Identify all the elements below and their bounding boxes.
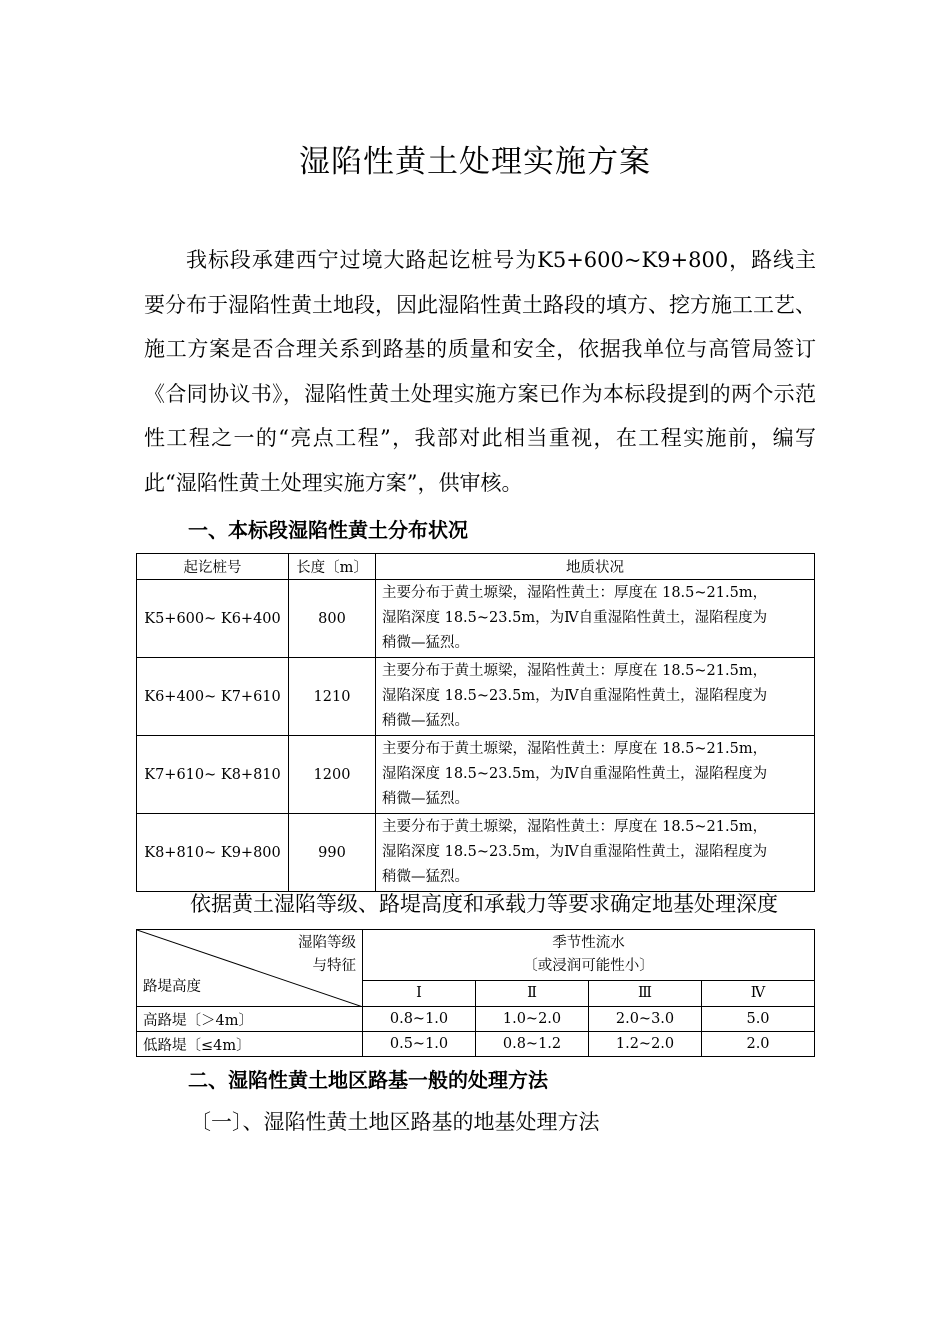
table-row [137, 580, 815, 658]
table-row [137, 658, 815, 736]
table-row [137, 1007, 815, 1032]
level-1: Ⅰ [363, 980, 476, 1006]
cell-value: 0.8~1.0 [363, 1007, 476, 1032]
corner-header-cell [137, 930, 363, 1007]
row-length: 1200 [289, 736, 376, 814]
distribution-table [136, 553, 815, 892]
row-label: 低路堤〔≤4m〕 [137, 1032, 363, 1057]
corner-top-1: 湿陷等级 [298, 935, 356, 951]
row-geology: 主要分布于黄土塬梁，湿陷性黄土：厚度在 18.5~21.5m， 湿陷深度 18.5~23.5m，为Ⅳ自重湿陷性黄土，湿陷程度为 稍微—猛烈。 [376, 658, 815, 736]
row-range: K6+400~ K7+610 [137, 658, 289, 736]
section-heading-2: 二、湿陷性黄土地区路基一般的处理方法 [188, 1068, 548, 1092]
level-2: Ⅱ [476, 980, 589, 1006]
row-geology: 主要分布于黄土塬梁，湿陷性黄土：厚度在 18.5~21.5m， 湿陷深度 18.5~23.5m，为Ⅳ自重湿陷性黄土，湿陷程度为 稍微—猛烈。 [376, 814, 815, 892]
corner-bottom: 路堤高度 [143, 979, 201, 995]
cell-value: 0.5~1.0 [363, 1032, 476, 1057]
cell-value: 0.8~1.2 [476, 1032, 589, 1057]
table-header-row [137, 554, 815, 580]
table-row [137, 1032, 815, 1057]
cell-value: 1.0~2.0 [476, 1007, 589, 1032]
row-geology: 主要分布于黄土塬梁，湿陷性黄土：厚度在 18.5~21.5m， 湿陷深度 18.5~23.5m，为Ⅳ自重湿陷性黄土，湿陷程度为 稍微—猛烈。 [376, 736, 815, 814]
cell-value: 5.0 [702, 1007, 815, 1032]
header-range: 起讫桩号 [137, 554, 289, 580]
level-3: Ⅲ [589, 980, 702, 1006]
depth-table [136, 929, 815, 1057]
row-range: K7+610~ K8+810 [137, 736, 289, 814]
section-heading-1: 一、本标段湿陷性黄土分布状况 [188, 518, 468, 542]
subsection-heading-1: 〔一〕、湿陷性黄土地区路基的地基处理方法 [190, 1110, 600, 1134]
row-geology: 主要分布于黄土塬梁，湿陷性黄土：厚度在 18.5~21.5m， 湿陷深度 18.5~23.5m，为Ⅳ自重湿陷性黄土，湿陷程度为 稍微—猛烈。 [376, 580, 815, 658]
row-length: 1210 [289, 658, 376, 736]
row-range: K8+810~ K9+800 [137, 814, 289, 892]
row-label: 高路堤〔＞4m〕 [137, 1007, 363, 1032]
intro-paragraph: 我标段承建西宁过境大路起讫桩号为K5+600~K9+800，路线主要分布于湿陷性黄土地段，因此湿陷性黄土路段的填方、挖方施工工艺、施工方案是否合理关系到路基的质量和安全，依据我单位与高管局签订《合同协议书》，湿陷性黄土处理实施方案已作为本标段提到的两个示范性工程之一的“亮点工程”，我部对此相当重视，在工程实施前，编写此“湿陷性黄土处理实施方案”，供审核。 [144, 248, 816, 495]
row-range: K5+600~ K6+400 [137, 580, 289, 658]
depth-caption: 依据黄土湿陷等级、路堤高度和承载力等要求确定地基处理深度 [190, 892, 778, 916]
group-header: 季节性流水 〔或浸润可能性小〕 [363, 930, 815, 981]
page-title: 湿陷性黄土处理实施方案 [299, 144, 651, 180]
table-row [137, 814, 815, 892]
cell-value: 1.2~2.0 [589, 1032, 702, 1057]
level-4: Ⅳ [702, 980, 815, 1006]
cell-value: 2.0 [702, 1032, 815, 1057]
table-row [137, 736, 815, 814]
header-geology: 地质状况 [376, 554, 815, 580]
header-length: 长度〔m〕 [289, 554, 376, 580]
row-length: 800 [289, 580, 376, 658]
cell-value: 2.0~3.0 [589, 1007, 702, 1032]
row-length: 990 [289, 814, 376, 892]
corner-top-2: 与特征 [312, 958, 356, 974]
